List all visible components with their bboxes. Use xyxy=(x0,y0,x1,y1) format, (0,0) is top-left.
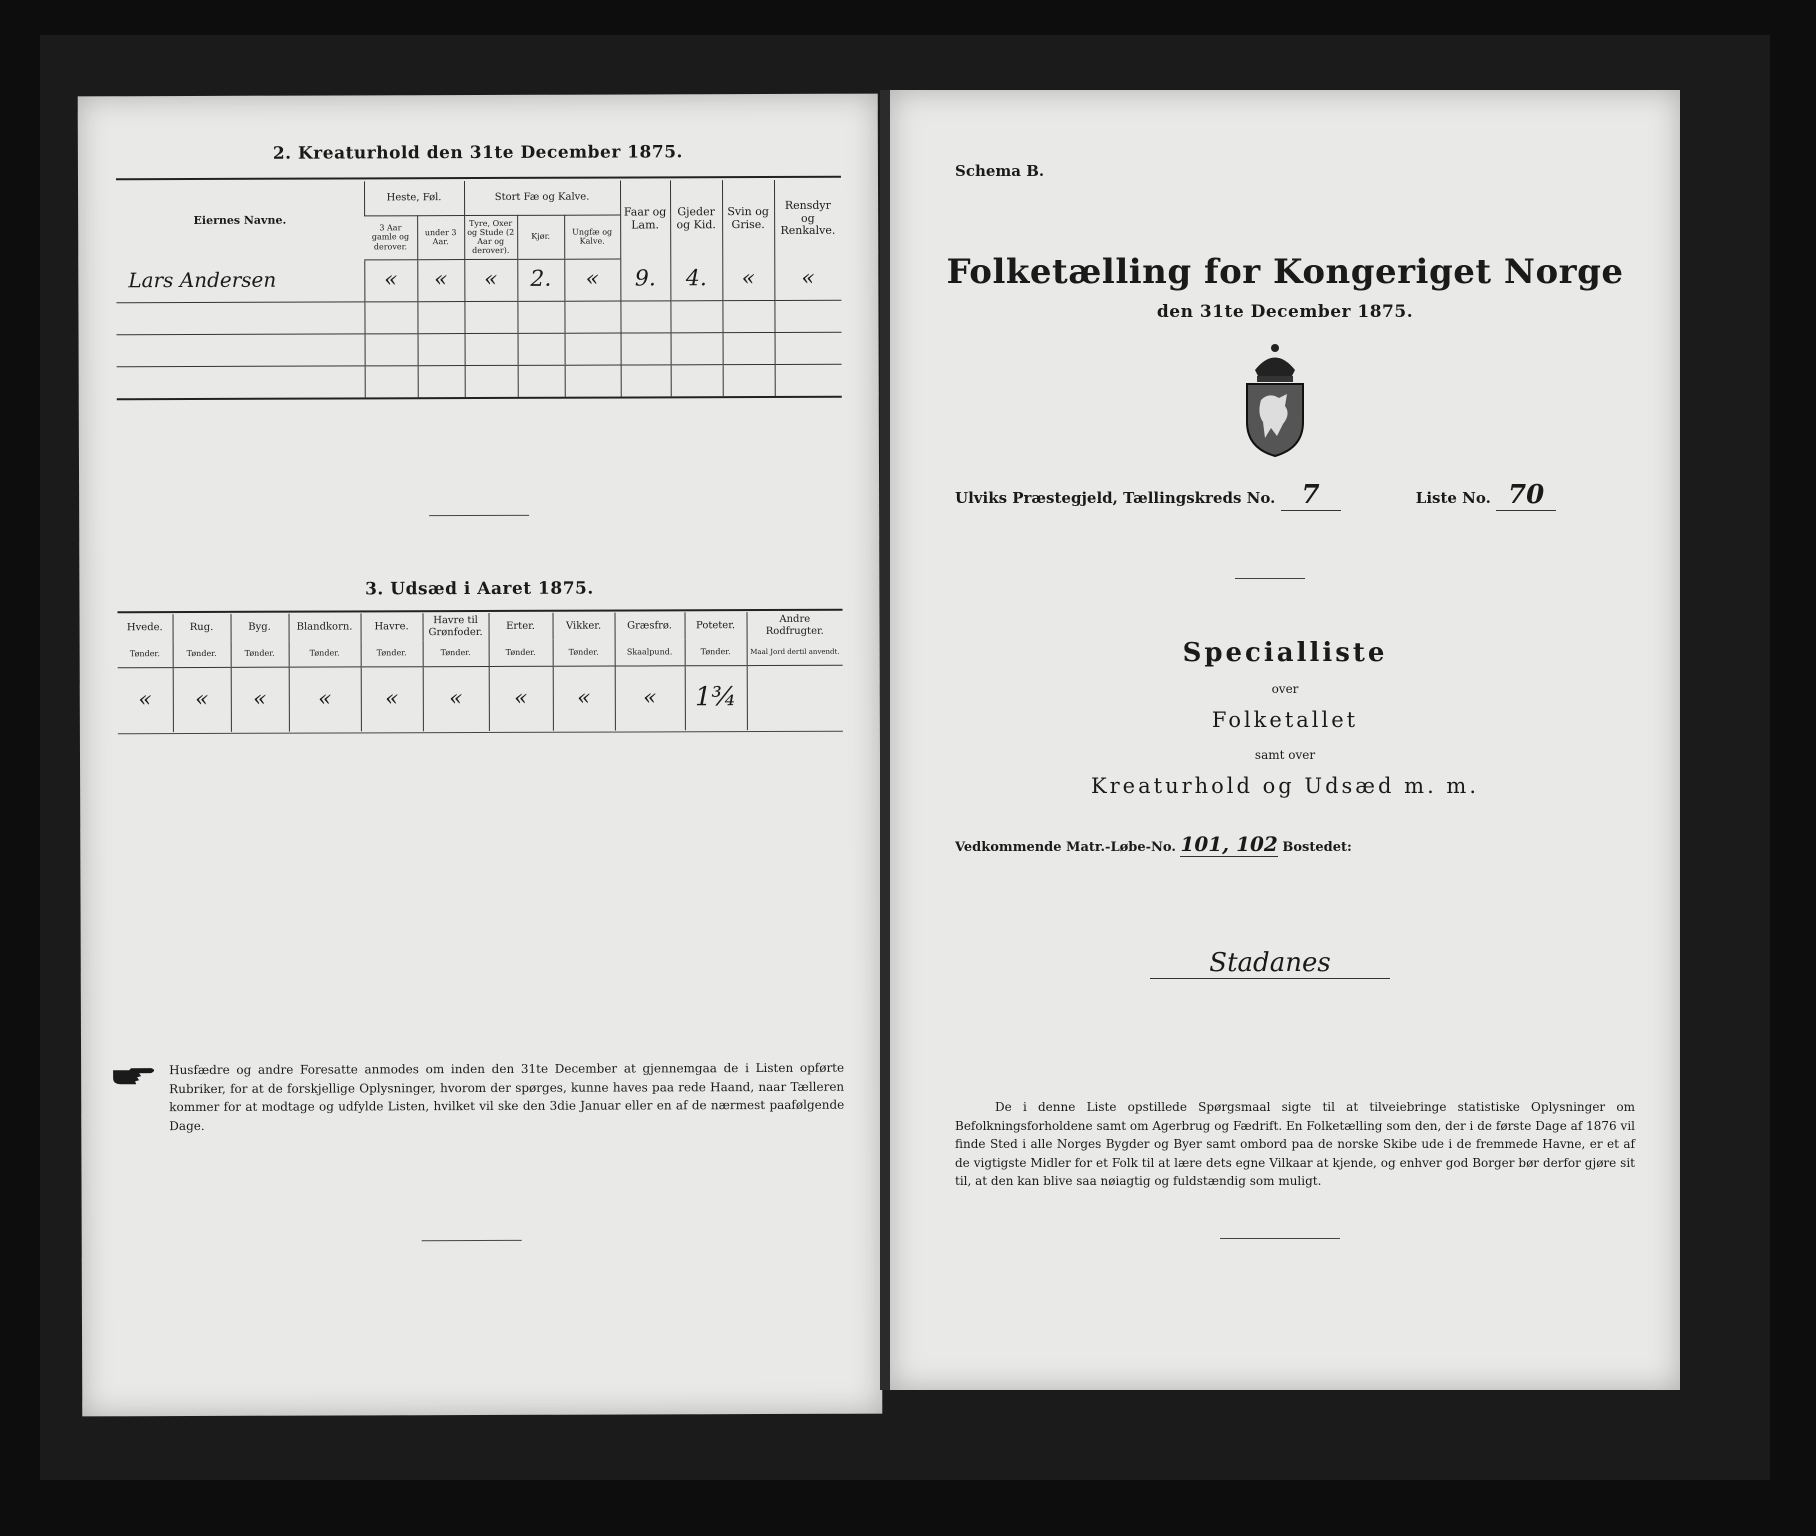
divider xyxy=(1220,1238,1340,1239)
header-reindeer: Rensdyr og Renkalve. xyxy=(774,180,841,258)
seed-unit: Tønder. xyxy=(173,641,231,667)
cell-sheep: 9. xyxy=(620,258,670,300)
section3-title: 3. Udsæd i Aaret 1875. xyxy=(365,578,594,600)
kreaturhold-text: Kreaturhold og Udsæd m. m. xyxy=(1090,774,1480,798)
table-row xyxy=(118,665,843,732)
samt-over-text: samt over xyxy=(1254,748,1316,762)
livestock-table xyxy=(116,180,842,399)
header-goats: Gjeder og Kid. xyxy=(670,180,722,258)
seed-unit: Tønder. xyxy=(289,640,361,666)
seed-cell: « xyxy=(173,667,231,732)
coat-of-arms-icon xyxy=(1233,340,1317,460)
seed-cell: « xyxy=(231,667,289,732)
left-page xyxy=(78,94,883,1417)
schema-label: Schema B. xyxy=(955,162,1045,180)
seed-header-oats: Havre. xyxy=(361,613,423,640)
folketallet-text: Folketallet xyxy=(1211,708,1359,732)
seed-cell: « xyxy=(489,666,553,731)
list-number: 70 xyxy=(1496,480,1556,511)
cell-bulls: « xyxy=(464,259,517,301)
district-label: Tællingskreds No. xyxy=(1123,489,1276,507)
pointing-hand-icon xyxy=(111,1064,159,1088)
seed-unit: Tønder. xyxy=(553,640,615,666)
section2-title: 2. Kreaturhold den 31te December 1875. xyxy=(272,142,683,164)
header-sheep: Faar og Lam. xyxy=(620,180,670,258)
matrikkel-number: 101, 102 xyxy=(1180,832,1278,856)
seed-cell: « xyxy=(553,666,615,731)
seed-cell: « xyxy=(615,665,685,730)
cell-pigs: « xyxy=(722,258,774,300)
district-number: 7 xyxy=(1281,480,1341,511)
cell-cows: 2. xyxy=(517,259,564,301)
over-text: over xyxy=(1271,682,1299,696)
seed-header-peas: Erter. xyxy=(489,613,553,640)
seed-unit: Tønder. xyxy=(489,640,553,666)
cell-calves: « xyxy=(564,259,620,301)
cell-reindeer: « xyxy=(774,258,841,300)
specialliste-heading: Specialliste xyxy=(1182,638,1388,668)
header-horses-young: under 3 Aar. xyxy=(417,215,464,259)
cell-goats: 4. xyxy=(670,258,722,300)
seed-header-vetch: Vikker. xyxy=(553,613,615,640)
parish-name: Ulviks Præstegjeld, xyxy=(955,489,1118,507)
header-horses-old: 3 Aar gamle og derover. xyxy=(364,215,417,259)
place-name: Stadanes xyxy=(1150,948,1390,979)
footer-text: De i denne Liste opstillede Spørgsmaal sigte til at tilveiebringe statistiske Oplysninger om Befolkningsforholdene samt om Agerbrug og Fædrift. En Folketælling som den, der i de første Dage af 1876 vil finde Sted i alle Norges Bygder og Byer samt ombord paa de norske Skibe ude i de fremmede Havne, er et af de vigtigste Midler for et Folk til at lære dets egne Vilkaar at kjende, og enhver god Borger bør derfor gjøre sit til, at den kan blive saa nøiagtig og fuldstændig som muligt. xyxy=(955,1100,1635,1189)
seed-header-barley: Byg. xyxy=(231,614,289,641)
table-row xyxy=(117,332,842,367)
seed-header-mixed: Blandkorn. xyxy=(289,613,361,640)
seed-unit: Tønder. xyxy=(118,641,173,667)
page-subtitle: den 31te December 1875. xyxy=(1156,302,1414,322)
seed-header-potatoes: Poteter. xyxy=(685,612,747,639)
seed-header-grass: Græsfrø. xyxy=(615,612,685,639)
parish-line xyxy=(955,480,1635,511)
seed-header-rye: Rug. xyxy=(173,614,231,641)
seed-unit: Skaalpund. xyxy=(615,639,685,665)
seed-header-wheat: Hvede. xyxy=(126,621,163,634)
table-row xyxy=(116,300,841,335)
header-horses: Heste, Føl. xyxy=(364,181,464,215)
seed-table xyxy=(118,612,843,733)
seed-cell: « xyxy=(423,666,489,731)
matrikkel-line xyxy=(955,832,1352,857)
seed-cell: « xyxy=(361,666,423,731)
instructions-note: Husfædre og andre Foresatte anmodes om inden den 31te December at gjennemgaa de i Listen opførte Rubriker, for at de forskjellige Oplysninger, hvorom der spørges, kunne haves paa rede Haand, naar Tælleren kommer for at modtage og udfylde Listen, hvilket vil ske den 3die Januar eller en af de nærmest paafølgende Dage. xyxy=(169,1060,845,1133)
seed-cell xyxy=(747,665,843,730)
header-owner: Eiernes Navne. xyxy=(193,213,287,227)
seed-unit: Tønder. xyxy=(361,640,423,666)
seed-header-green-oats: Havre til Grønfoder. xyxy=(423,613,489,640)
divider xyxy=(429,515,529,516)
seed-unit: Tønder. xyxy=(231,641,289,667)
page-title: Folketælling for Kongeriget Norge xyxy=(946,252,1624,292)
table-row xyxy=(117,364,842,399)
right-page xyxy=(890,90,1680,1390)
owner-name: Lars Andersen xyxy=(116,259,364,302)
bosted-label: Bostedet: xyxy=(1282,840,1352,855)
divider xyxy=(1235,578,1305,579)
seed-unit: Tønder. xyxy=(685,639,747,665)
header-pigs: Svin og Grise. xyxy=(722,180,774,258)
header-cows: Kjør. xyxy=(517,215,564,259)
list-label: Liste No. xyxy=(1415,489,1491,507)
seed-header-roots: Andre Rodfrugter. xyxy=(747,612,843,639)
seed-unit: Maal Jord dertil anvendt. xyxy=(747,639,843,665)
cell-horses-old: « xyxy=(364,259,417,301)
seed-cell: « xyxy=(289,666,361,731)
header-calves: Ungfæ og Kalve. xyxy=(564,215,620,259)
seed-cell: « xyxy=(138,687,152,713)
header-cattle: Stort Fæ og Kalve. xyxy=(464,181,620,216)
table-row xyxy=(116,258,841,303)
seed-unit: Tønder. xyxy=(423,640,489,666)
divider xyxy=(422,1240,522,1241)
header-bulls: Tyre, Oxer og Stude (2 Aar og derover). xyxy=(464,215,517,259)
seed-cell-potatoes: 1¾ xyxy=(685,665,747,730)
cell-horses-young: « xyxy=(417,259,464,301)
matrikkel-label: Vedkommende Matr.-Løbe-No. xyxy=(955,840,1176,855)
